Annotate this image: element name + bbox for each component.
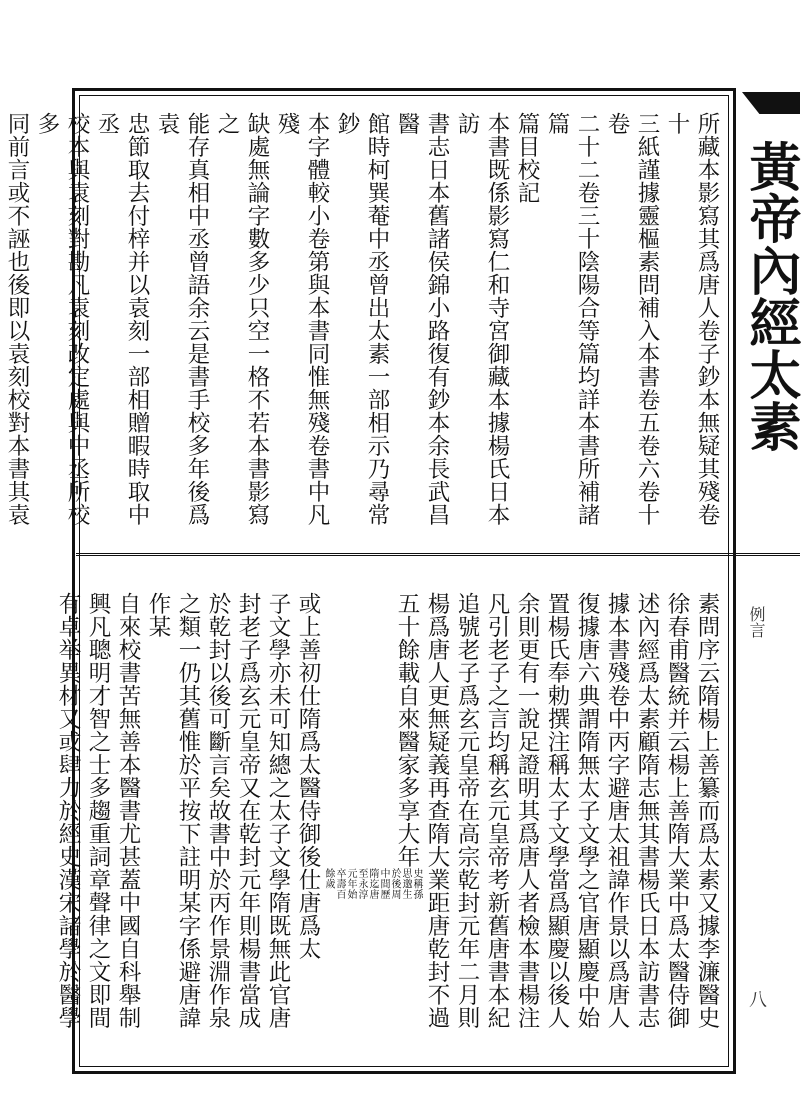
text-column: 館時柯巽菴中丞曾出太素一部相示乃尋常鈔 [334,112,390,526]
text-column: 所藏本影寫其爲唐人卷子鈔本無疑其殘卷十 [664,112,720,526]
text-column: 述內經爲太素顧隋志無其書楊氏日本訪書志 [634,592,660,1029]
text-column: 二十二卷三十陰陽合等篇均詳本書所補諸篇 [544,112,600,526]
text-column: 三紙謹據靈樞素問補入本書卷五卷六卷十卷 [604,112,660,526]
text-column: 余則更有一說足證明其爲唐人者檢本書楊注 [514,592,540,1029]
text-column: 凡引老子之言均稱玄元皇帝考新舊唐書本紀 [484,592,510,1029]
text-column: 於乾封以後可斷言矣故書中於丙作景淵作泉 [205,592,231,1029]
book-title: 黃帝內經太素 [740,140,801,452]
text-column-part: 五十餘載自來醫家多享大年 [394,592,420,868]
text-column: 之類一仍其舊惟於平按下註明某字係避唐諱 [175,592,201,1029]
text-column: 興凡聰明才智之士多趨重詞章聲律之文即間 [85,592,111,1029]
text-column: 封老子爲玄元皇帝又在乾封元年則楊書當成 [235,592,261,1029]
section-label: 例言 [747,606,766,638]
text-column: 置楊氏奉勅撰注稱太子文學當爲顯慶以後人 [544,592,570,1029]
text-column: 徐春甫醫統并云楊上善隋大業中爲太醫侍御 [664,592,690,1029]
title-banner-mark [742,92,800,114]
text-column: 作某 [145,592,171,638]
text-column: 追號老子爲玄元皇帝在高宗乾封元年二月則 [454,592,480,1029]
text-column: 復據唐六典謂隋無太子文學之官唐顯慶中始 [574,592,600,1029]
upper-text-block [4,112,722,544]
inline-annotation: 史稱孫思邈生於後周中間歷隋迄唐至永淳元年始卒壽百餘歲 [323,868,422,900]
text-column: 子文學亦未可知總之太子文學隋既無此官唐 [265,592,291,1029]
text-column [323,592,422,1032]
text-column: 素問序云隋楊上善纂而爲太素又據李濂醫史 [694,592,720,1029]
text-column: 本書既係影寫仁和寺宮御藏本據楊氏日本訪 [454,112,510,526]
text-column: 能存真相中丞曾語余云是書手校多年後爲袁 [154,112,210,526]
block-divider [76,553,800,556]
text-column: 本字體較小卷第與本書同惟無殘卷書中凡殘 [274,112,330,526]
lower-text-block [55,592,722,1032]
text-column: 據本書殘卷中丙字避唐太祖諱作景以爲唐人 [604,592,630,1029]
text-column: 書志日本舊諸侯錦小路復有鈔本余長武昌醫 [394,112,450,526]
text-column: 同前言或不誣也後即以袁刻校對本書其袁 [4,112,30,526]
text-column: 楊爲唐人更無疑義再查隋大業距唐乾封不過 [424,592,450,1029]
text-column: 自來校書苦無善本醫書尤甚蓋中國自科舉制 [115,592,141,1029]
text-column: 校本與袁刻對勘凡袁刻改定處與中丞所校多 [34,112,90,526]
text-column: 忠節取去付梓并以袁刻一部相贈暇時取中丞 [94,112,150,526]
text-column: 篇目校記 [514,112,540,204]
text-column: 或上善初仕隋爲太醫侍御後仕唐爲太 [295,592,321,960]
text-column: 缺處無論字數多少只空一格不若本書影寫之 [214,112,270,526]
page-number: 八 [746,990,767,1008]
text-column: 有卓举異材又或肆力於經史漢宋諸學於醫學 [55,592,81,1029]
